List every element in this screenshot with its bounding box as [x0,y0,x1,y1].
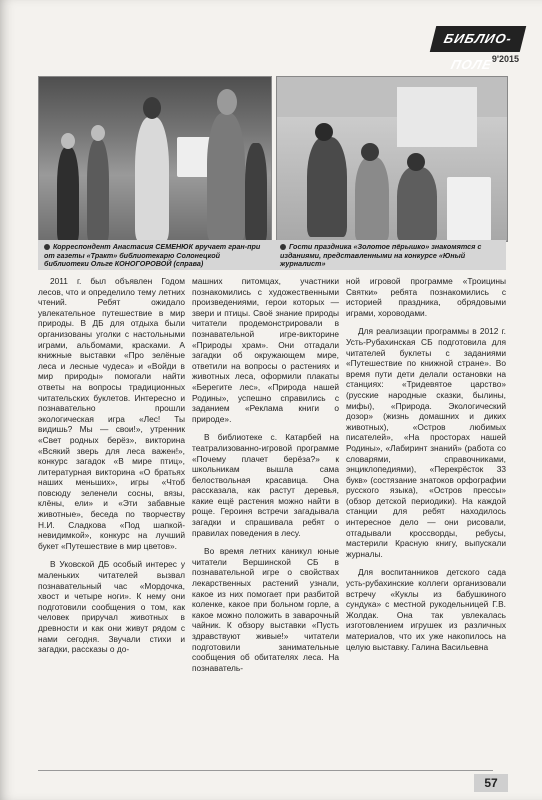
paragraph: Для реализации программы в 2012 г. Усть-Рубахинская СБ подготовила для читателей буклеты с заданиями «Путешествие по книжной стране». Во время пути дети делали остановки на станциях: «Тридевятое царство» (русские народные сказки, былины, мифы), «Природа. Экологический дозор» (жизнь домашних и диких животных), «Остров любимых писателей», «На просторах нашей Родины», «Лабиринт знаний» (работа со словарями, справочниками, энциклопедиями), «Перекрёсток 33 букв» (состязание знатоков орфографии русского языка), «Остров прессы» (обзор детской периодики). На каждой станции для ребят находилось интересное дело — они рисовали, отгадывали кроссворды, ребусы, мастерили Красную книгу, выпускали журналы. [346,326,506,559]
page-number: 57 [474,774,508,792]
caption-right: Гости праздника «Золотое пёрышко» знакомятся с изданиями, представленными на конкурсе «Юный журналист» [280,242,482,269]
paragraph: В Уковской ДБ особый интерес у маленьких читателей вызвал познавательный час «Мордочка, хвост и четыре ноги». К нему они подготовили сообщения о том, как человек приручал животных в древности и как они живут рядом с нами сегодня. Звучали стихи и загадки, рассказы о до- [38,559,185,655]
paragraph: машних питомцах, участники познакомились с художественными произведениями, герои которых — звери и птицы. Своё знание природы читатели продемонстрировали в познавательной игре-викторине «Природы храм». Они отгадали загадки об окружающем мире, ответили на вопросы о растениях и животных леса, оформили плакаты «Берегите лес», «Природа нашей Родины», успешно справились с заданием «Реклама книги о природе». [192,276,339,424]
article-column-3 [346,276,506,652]
caption-left: Корреспондент Анастасия СЕМЕНЮК вручает гран-при от газеты «Тракт» библиотекарю Солонецкой библиотеки Ольге КОНОГОРОВОЙ (справа) [44,242,261,269]
bullet-icon [44,244,50,250]
paragraph: ной игровой программе «Троицины Святки» ребята познакомились с историей праздника, обрядовыми играми, хороводами. [346,276,506,318]
article-column-1 [38,276,185,655]
article-column-2 [192,276,339,673]
masthead [423,26,523,72]
paragraph: Во время летних каникул юные читатели Вершинской СБ в познавательной игре о свойствах лекарственных растений узнали, какое из них помогает при разбитой коленке, какое при больном горле, а какое можно положить в заварочный чайник. К обзору выставки «Пусть здравствуют живые!» читатели подготовили занимательные сообщения об обитателях леса. На познаватель- [192,546,339,673]
paragraph: Для воспитанников детского сада усть-рубахинские коллеги организовали встречу «Куклы из бабушкиного сундука» с местной рукодельницей Г.В. Жолдак. Она так увлекалась изготовлением игрушек из различных материалов, что их уже накопилось на целую выставку. Галина Васильевна [346,567,506,652]
bullet-icon [280,244,286,250]
paragraph: В библиотеке с. Катарбей на театрализованно-игровой программе «Почему плачет берёза?» к школьникам вышла сама белоствольная красавица. Она рассказала, как растут деревья, какие ещё растения можно найти в роще. Героиня встречи загадывала загадки и спрашивала ребят о правилах поведения в лесу. [192,432,339,538]
paragraph: 2011 г. был объявлен Годом лесов, что и определило тему летних чтений. Ребят ожидало увлекательное путешествие в мир природы. В ДБ для отдыха были организованы уголки с настольными играми, альбомами, красками. А книжные выставки «Про зелёные леса и лесные чудеса» и «Войди в мир природы» помогали найти ответы на вопросы традиционных читательских буклетов. Интересно и познавательно прошли экологическая игра «Лес! Ты видишь? Мы — свои!», утренник «Свет родных берёз», викторина «Всякий зверь для леса важен!», конкурс загадок «В мире птиц», литературная викторина «О братьях наших меньших», игры «Чтоб повсюду зеленели сосны, вязы, клёны, ели» и «Эти забавные животные», беседа по творчеству Н.И. Сладкова «Под шапкой-невидимкой», конкурс на лучший букет «Путешествие в мир цветов». [38,276,185,551]
magazine-logo: БИБЛИО-ПОЛЕ [430,26,526,52]
issue-number: 9'2015 [491,54,519,64]
photo-exhibition-guests [276,76,508,242]
photo-award-ceremony [38,76,272,242]
footer-rule [38,770,493,771]
photo-captions [38,240,506,270]
